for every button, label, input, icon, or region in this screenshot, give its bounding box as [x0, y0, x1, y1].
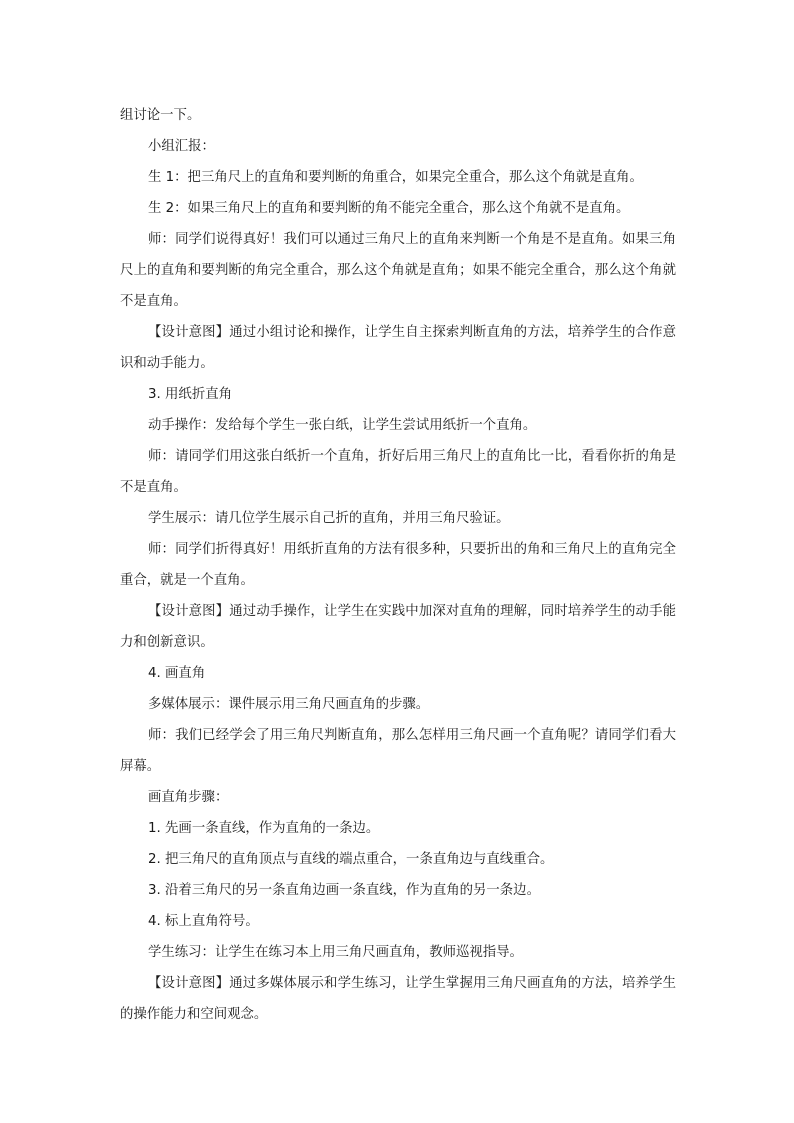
document-page: [120, 100, 676, 1030]
paragraph-teacher-summary: 师：同学们说得真好！我们可以通过三角尺上的直角来判断一个角是不是直角。如果三角尺上的直角和要判断的角完全重合，那么这个角就是直角；如果不能完全重合，那么这个角就不是直角。: [120, 232, 676, 309]
paragraph-hands-on: 动手操作：发给每个学生一张白纸，让学生尝试用纸折一个直角。: [148, 418, 537, 433]
paragraph-group-report-heading: 小组汇报：: [148, 139, 215, 154]
paragraph-student-1: 生 1：把三角尺上的直角和要判断的角重合，如果完全重合，那么这个角就是直角。: [148, 170, 643, 185]
step-item-2: 2. 把三角尺的直角顶点与直线的端点重合，一条直角边与直线重合。: [148, 852, 554, 867]
paragraph-multimedia: 多媒体展示：课件展示用三角尺画直角的步骤。: [148, 697, 430, 712]
paragraph-student-show: 学生展示：请几位学生展示自己折的直角，并用三角尺验证。: [148, 511, 510, 526]
step-item-1: 1. 先画一条直线，作为直角的一条边。: [148, 821, 380, 836]
paragraph-design-intent-1: 【设计意图】通过小组讨论和操作，让学生自主探索判断直角的方法，培养学生的合作意识和动手能力。: [120, 325, 676, 371]
paragraph-design-intent-2: 【设计意图】通过动手操作，让学生在实践中加深对直角的理解，同时培养学生的动手能力和创新意识。: [120, 604, 676, 650]
paragraph-teacher-draw: 师：我们已经学会了用三角尺判断直角，那么怎样用三角尺画一个直角呢？请同学们看大屏幕。: [120, 728, 676, 774]
paragraph-student-practice: 学生练习：让学生在练习本上用三角尺画直角，教师巡视指导。: [148, 945, 523, 960]
paragraph-teacher-praise: 师：同学们折得真好！用纸折直角的方法有很多种，只要折出的角和三角尺上的直角完全重合，就是一个直角。: [120, 542, 676, 588]
paragraph-design-intent-3: 【设计意图】通过多媒体展示和学生练习，让学生掌握用三角尺画直角的方法，培养学生的操作能力和空间观念。: [120, 976, 676, 1022]
step-item-4: 4. 标上直角符号。: [148, 914, 259, 929]
step-item-3: 3. 沿着三角尺的另一条直角边画一条直线，作为直角的另一条边。: [148, 883, 540, 898]
section-heading-fold-paper: 3. 用纸折直角: [148, 387, 232, 402]
paragraph-steps-heading: 画直角步骤：: [148, 790, 229, 805]
section-heading-draw-angle: 4. 画直角: [148, 666, 206, 681]
paragraph-teacher-fold: 师：请同学们用这张白纸折一个直角，折好后用三角尺上的直角比一比，看看你折的角是不是直角。: [120, 449, 676, 495]
paragraph-student-2: 生 2：如果三角尺上的直角和要判断的角不能完全重合，那么这个角就不是直角。: [148, 201, 630, 216]
paragraph-continuation: 组讨论一下。: [120, 108, 201, 123]
